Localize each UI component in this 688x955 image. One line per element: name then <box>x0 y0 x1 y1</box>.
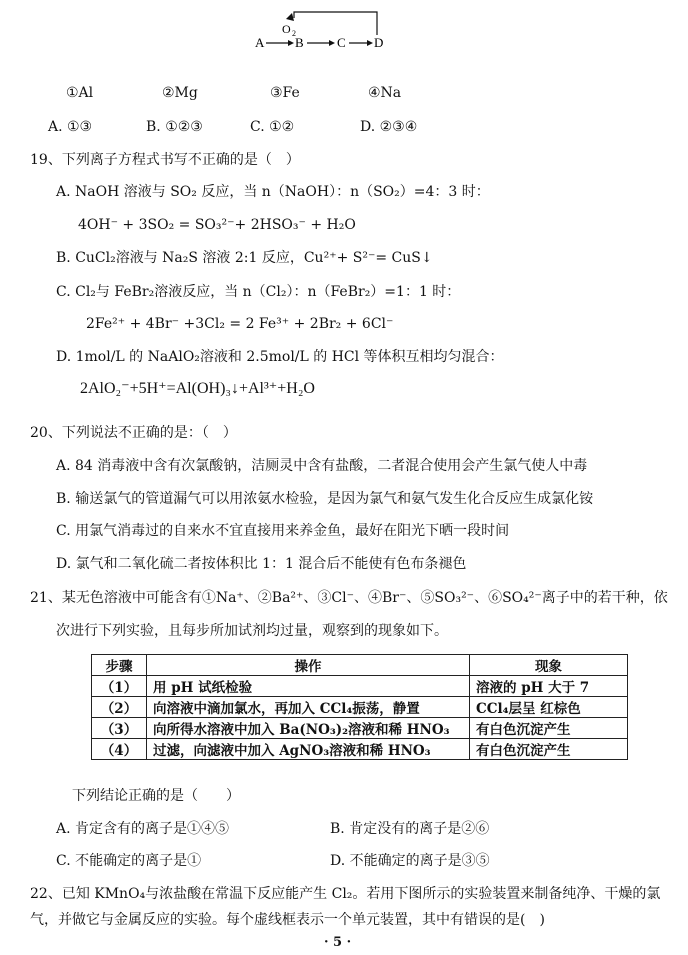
header-step: 步骤 <box>92 655 147 676</box>
table-row <box>92 718 628 739</box>
row-4-operation: 过滤，向滤液中加入 AgNO₃溶液和稀 HNO₃ <box>147 739 470 760</box>
page-number: · 5 · <box>324 935 352 950</box>
q20-stem: 20、下列说法不正确的是：（ ） <box>30 425 237 441</box>
q21-stem-line2: 次进行下列实验，且每步所加试剂均过量，观察到的现象如下。 <box>56 623 448 639</box>
q20-option-d: D. 氯气和二氧化硫二者按体积比 1：1 混合后不能使有色布条褪色 <box>56 556 467 572</box>
row-1-phenomenon: 溶液的 pH 大于 7 <box>470 676 628 697</box>
header-phenomenon: 现象 <box>470 655 628 676</box>
q18-answer-b: B. ①②③ <box>146 119 203 135</box>
q21-option-c: C. 不能确定的离子是① <box>56 853 202 869</box>
q18-opt-3: ③Fe <box>270 85 300 101</box>
q21-question: 下列结论正确的是（ ） <box>72 788 240 804</box>
node-a: A <box>255 35 265 50</box>
q18-answer-d: D. ②③④ <box>360 119 418 135</box>
label-o2: O <box>282 22 291 36</box>
row-4-phenomenon: 有白色沉淀产生 <box>470 739 628 760</box>
table-row <box>92 739 628 760</box>
row-2-phenomenon: CCl₄层呈 红棕色 <box>470 697 628 718</box>
header-operation: 操作 <box>147 655 470 676</box>
row-4-step: （4） <box>92 739 147 760</box>
q18-answer-a: A. ①③ <box>48 119 93 135</box>
q18-answer-c: C. ①② <box>250 119 295 135</box>
q18-opt-4: ④Na <box>368 85 402 101</box>
q19-option-b: B. CuCl₂溶液与 Na₂S 溶液 2:1 反应，Cu²⁺+ S²⁻= CuS↓ <box>56 250 433 266</box>
q18-opt-1: ①Al <box>66 85 94 101</box>
row-1-operation: 用 pH 试纸检验 <box>147 676 470 697</box>
q21-stem-line1: 21、某无色溶液中可能含有①Na⁺、②Ba²⁺、③Cl⁻、④Br⁻、⑤SO₃²⁻、⑥SO₄²⁻离子中的若干种，依 <box>30 590 668 606</box>
q20-option-b: B. 输送氯气的管道漏气可以用浓氨水检验，是因为氯气和氨气发生化合反应生成氯化铵 <box>56 491 594 507</box>
q19-option-a: A. NaOH 溶液与 SO₂ 反应，当 n（NaOH）：n（SO₂）=4：3 时： <box>56 184 490 200</box>
q19-option-d: D. 1mol/L 的 NaAlO₂溶液和 2.5mol/L 的 HCl 等体积互相均匀混合： <box>56 349 504 365</box>
row-1-step: （1） <box>92 676 147 697</box>
q20-option-c: C. 用氯气消毒过的自来水不宜直接用来养金鱼，最好在阳光下晒一段时间 <box>56 523 510 539</box>
q19-option-c-equation: 2Fe²⁺ + 4Br⁻ +3Cl₂ = 2 Fe³⁺ + 2Br₂ + 6Cl⁻ <box>86 316 394 332</box>
q22-stem-line2: 气，并做它与金属反应的实验。每个虚线框表示一个单元装置，其中有错误的是( ) <box>30 912 545 928</box>
q18-opt-2: ②Mg <box>162 85 198 101</box>
table-header-row <box>92 655 628 676</box>
q21-option-b: B. 肯定没有的离子是②⑥ <box>330 821 490 837</box>
node-b: B <box>295 35 304 50</box>
row-3-step: （3） <box>92 718 147 739</box>
row-2-operation: 向溶液中滴加氯水，再加入 CCl₄振荡，静置 <box>147 697 470 718</box>
row-3-phenomenon: 有白色沉淀产生 <box>470 718 628 739</box>
label-o2-sub: 2 <box>292 29 296 38</box>
q19-option-d-equation: 2AlO₂⁻+5H⁺=Al(OH)₃↓+Al³⁺+H₂O <box>80 380 315 397</box>
table-row <box>92 697 628 718</box>
q19-option-a-equation: 4OH⁻ + 3SO₂ = SO₃²⁻+ 2HSO₃⁻ + H₂O <box>78 217 356 233</box>
table-row <box>92 676 628 697</box>
node-c: C <box>337 35 346 50</box>
q21-option-a: A. 肯定含有的离子是①④⑤ <box>56 821 230 837</box>
q19-stem: 19、下列离子方程式书写不正确的是（ ） <box>30 152 300 168</box>
q22-stem-line1: 22、已知 KMnO₄与浓盐酸在常温下反应能产生 Cl₂。若用下图所示的实验装置来制备纯净、干燥的氯 <box>30 886 661 902</box>
q21-option-d: D. 不能确定的离子是③⑤ <box>330 853 490 869</box>
experiment-table <box>91 654 628 760</box>
reaction-diagram <box>255 8 395 52</box>
node-d: D <box>374 35 384 50</box>
q19-option-c: C. Cl₂与 FeBr₂溶液反应，当 n（Cl₂）：n（FeBr₂）=1：1 时： <box>56 284 461 300</box>
row-2-step: （2） <box>92 697 147 718</box>
q20-option-a: A. 84 消毒液中含有次氯酸钠，洁厕灵中含有盐酸，二者混合使用会产生氯气使人中毒 <box>56 458 588 474</box>
row-3-operation: 向所得水溶液中加入 Ba(NO₃)₂溶液和稀 HNO₃ <box>147 718 470 739</box>
